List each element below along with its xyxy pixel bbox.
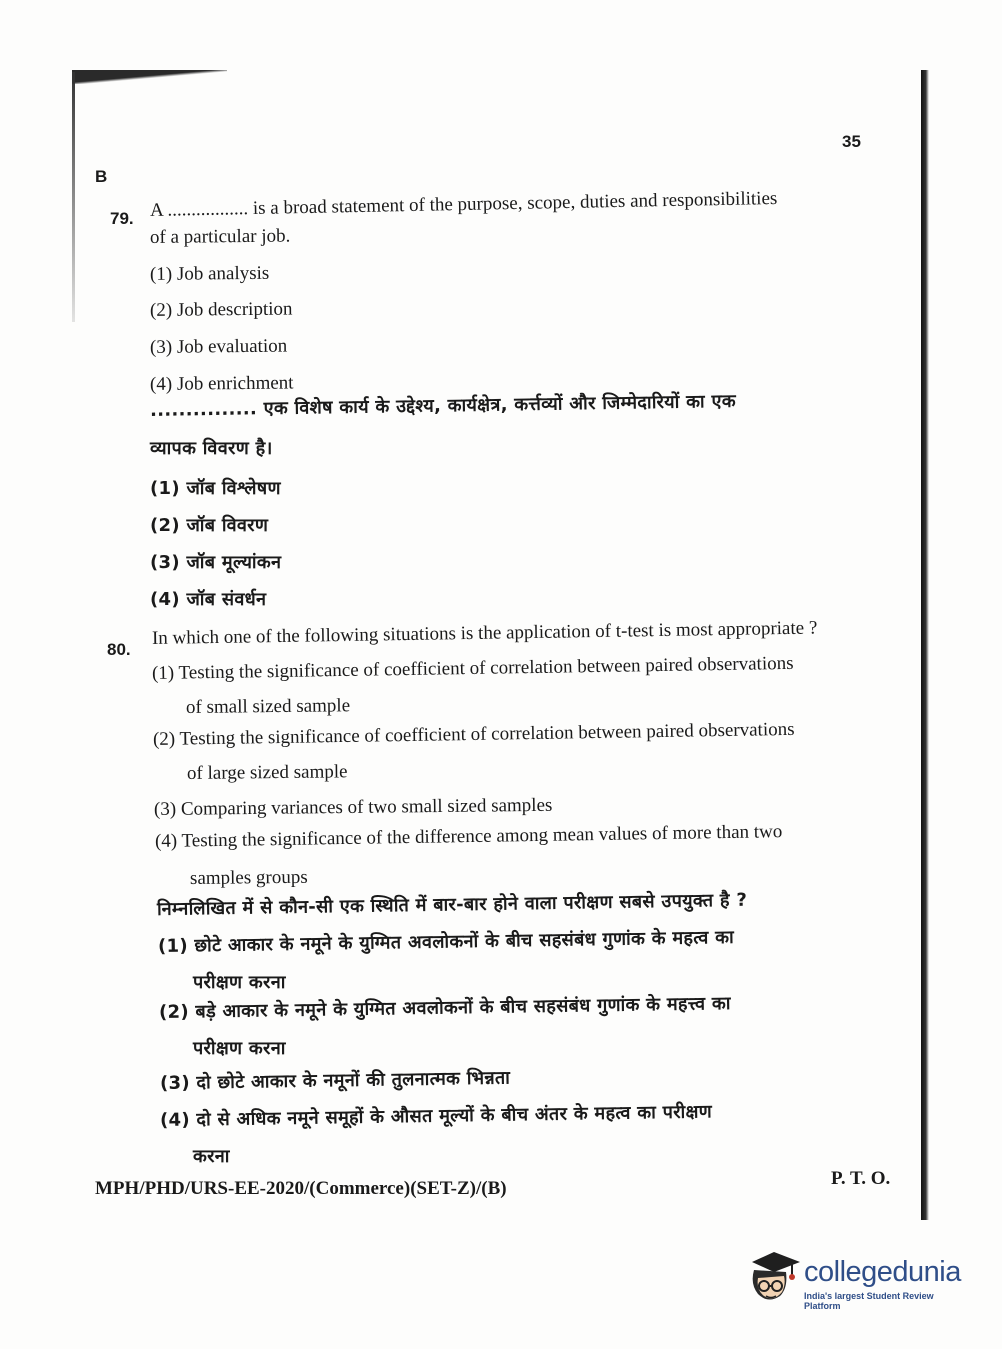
option-hi-2: (2) बड़े आकार के नमूने के युग्मित अवलोकनों के बीच सहसंबंध गुणांक के महत्त्व का — [158, 993, 731, 1023]
page-number: 35 — [842, 132, 861, 151]
option-hi-1-cont: परीक्षण करना — [193, 972, 286, 993]
option-hi-4: (4) जॉब संवर्धन — [150, 589, 267, 610]
option-en-1-cont: of small sized sample — [185, 695, 351, 718]
logo-tagline: India's largest Student Review Platform — [804, 1291, 934, 1311]
option-en-2-cont: of large sized sample — [186, 761, 348, 784]
option-en-3: (3) Comparing variances of two small sized samples — [153, 794, 553, 820]
option-en-2: (2) Job description — [149, 298, 293, 321]
option-hi-4-cont: करना — [193, 1146, 230, 1167]
option-en-4: (4) Job enrichment — [149, 372, 294, 395]
paper-edge-right — [921, 70, 929, 1220]
option-en-1: (1) Job analysis — [149, 262, 270, 285]
paper-edge-left — [72, 72, 75, 322]
question-text-hi: ............... एक विशेष कार्य के उद्देश्य, कार्यक्षेत्र, कर्त्तव्यों और जिम्मेदारियों का एक — [149, 390, 737, 421]
question-text-en: In which one of the following situations is the application of t-test is most appropriate ? — [151, 617, 818, 649]
option-en-4-cont: samples groups — [189, 866, 308, 889]
question-number: 80. — [107, 640, 131, 659]
option-hi-2-cont: परीक्षण करना — [193, 1038, 286, 1059]
question-text-hi-cont: व्यापक विवरण है। — [150, 438, 273, 459]
booklet-series: B — [95, 167, 108, 186]
option-hi-1: (1) जॉब विश्लेषण — [150, 478, 281, 499]
option-hi-3: (3) जॉब मूल्यांकन — [150, 552, 282, 573]
paper-code: MPH/PHD/URS-EE-2020/(Commerce)(SET-Z)/(B) — [95, 1178, 507, 1199]
pto-label: P. T. O. — [831, 1168, 891, 1189]
logo-wordmark: collegedunia — [804, 1256, 961, 1288]
option-hi-3: (3) दो छोटे आकार के नमूनों की तुलनात्मक भिन्नता — [159, 1067, 511, 1094]
option-en-3: (3) Job evaluation — [149, 335, 288, 358]
option-hi-1: (1) छोटे आकार के नमूने के युग्मित अवलोकनों के बीच सहसंबंध गुणांक के महत्व का — [157, 926, 735, 957]
question-number: 79. — [110, 209, 134, 228]
question-text-en-cont: of a particular job. — [149, 225, 291, 248]
option-en-1: (1) Testing the significance of coefficient of correlation between paired observations — [151, 652, 794, 684]
question-text-en: A ................. is a broad statement of the purpose, scope, duties and responsibilities — [149, 187, 778, 221]
paper-edge-top — [72, 70, 227, 84]
graduate-mascot-icon — [744, 1244, 802, 1310]
option-hi-4: (4) दो से अधिक नमूने समूहों के औसत मूल्यों के बीच अंतर के महत्व का परीक्षण — [159, 1101, 713, 1131]
option-en-4: (4) Testing the significance of the difference among mean values of more than two — [154, 821, 783, 852]
collegedunia-logo — [744, 1244, 970, 1310]
question-text-hi: निम्नलिखित में से कौन-सी एक स्थिति में बार-बार होने वाला परीक्षण सबसे उपयुक्त है ? — [156, 889, 748, 920]
option-hi-2: (2) जॉब विवरण — [150, 515, 269, 536]
option-en-2: (2) Testing the significance of coefficient of correlation between paired observations — [152, 718, 795, 750]
